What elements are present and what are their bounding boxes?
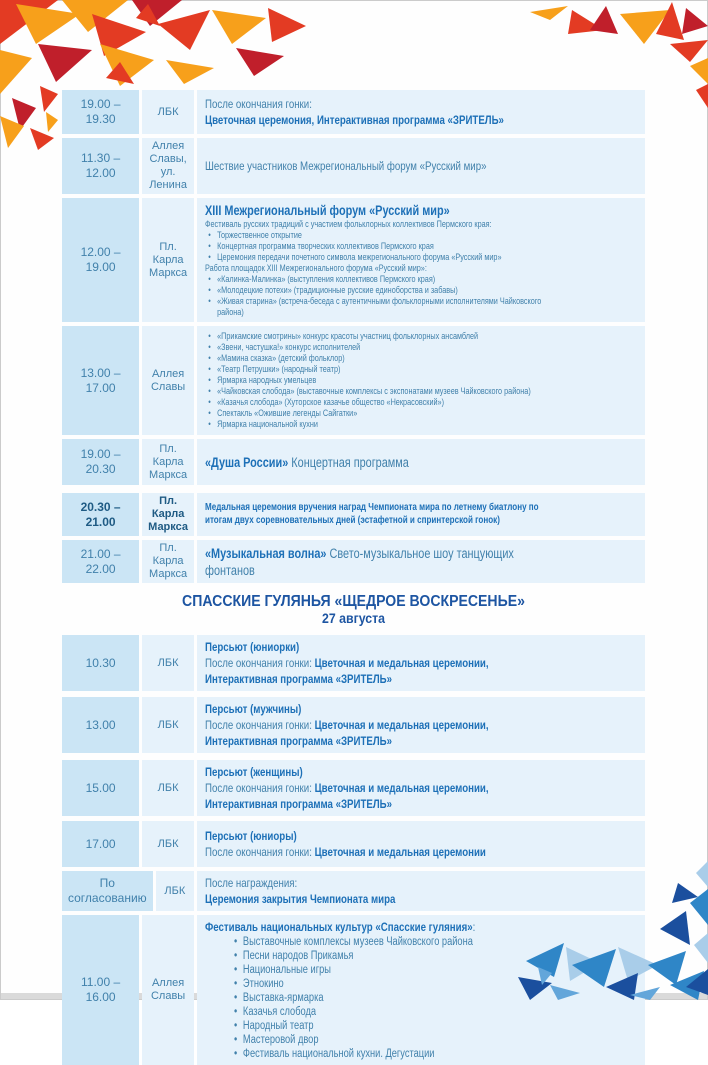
text-line — [205, 639, 560, 655]
description-content — [205, 502, 560, 527]
text-segment: Персьют (мужчины) — [205, 702, 302, 716]
bullet-item: • Этнокино — [232, 977, 560, 991]
bullet-item: • «Молодецкие потехи» (традиционные русские единоборства и забавы) — [207, 285, 560, 296]
text-segment: После окончания гонки: — [205, 718, 315, 732]
schedule-row — [62, 760, 645, 816]
text-segment: Персьют (юниорки) — [205, 640, 300, 654]
text-segment: Цветочная и медальная церемонии, Интерактивная программа «ЗРИТЕЛЬ» — [205, 656, 489, 686]
description-content — [205, 639, 560, 687]
time-cell: 19.00 – 19.30 — [62, 90, 139, 134]
time-cell: 11.00 – 16.00 — [62, 915, 139, 1065]
bullet-list — [205, 274, 560, 318]
location-cell: ЛБК — [142, 635, 194, 691]
description-cell — [197, 198, 645, 322]
description-cell — [197, 635, 645, 691]
bullet-item: • Концертная программа творческих коллективов Пермского края — [207, 241, 560, 252]
text-segment: После окончания гонки: — [205, 845, 315, 859]
time-cell: По согласованию — [62, 871, 153, 911]
bullet-item: • «Мамина сказка» (детский фольклор) — [207, 353, 560, 364]
text-segment: : — [472, 920, 476, 934]
bullet-item: • «Звени, частушка!» конкурс исполнителей — [207, 342, 560, 353]
description-cell — [197, 540, 645, 583]
bullet-list — [205, 331, 560, 430]
bullet-item: • «Театр Петрушки» (народный театр) — [207, 364, 560, 375]
bullet-item: • Народный театр — [232, 1019, 560, 1033]
text-segment: Медальная церемония вручения наград Чемпионата мира по летнему биатлону по итогам двух соревновательных дней (эстафетной и спринтерской гонок) — [205, 502, 539, 526]
bullet-item: • Фестиваль национальной кухни. Дегустации — [232, 1047, 560, 1061]
location-cell: Пл. Карла Маркса — [142, 540, 194, 583]
description-cell — [197, 697, 645, 753]
time-cell: 12.00 – 19.00 — [62, 198, 139, 322]
description-content — [205, 764, 560, 812]
bullet-item: • Спектакль «Ожившие легенды Сайгатки» — [207, 408, 560, 419]
text-segment: «Душа России» — [205, 454, 292, 470]
triangle-decoration-top-right — [518, 0, 708, 150]
time-cell: 20.30 – 21.00 — [62, 493, 139, 536]
location-cell: ЛБК — [156, 871, 194, 911]
schedule-row — [62, 439, 645, 485]
location-cell: ЛБК — [142, 760, 194, 816]
location-cell: ЛБК — [142, 90, 194, 134]
bullet-item: • Ярмарка народных умельцев — [207, 375, 560, 386]
text-line — [205, 655, 560, 687]
bullet-item: • «Прикамские смотрины» конкурс красоты участниц фольклорных ансамблей — [207, 331, 560, 342]
text-line — [205, 158, 560, 174]
location-cell: Аллея Славы — [142, 915, 194, 1065]
text-segment: «Музыкальная волна» — [205, 545, 330, 561]
location-cell: Пл. Карла Маркса — [142, 493, 194, 536]
section-header — [62, 593, 645, 626]
text-line — [205, 454, 560, 471]
schedule-row — [62, 540, 645, 583]
text-line — [205, 764, 560, 780]
text-line — [205, 891, 560, 907]
bullet-item: • Выставка-ярмарка — [232, 991, 560, 1005]
description-content — [205, 331, 560, 430]
text-line — [205, 780, 560, 812]
bullet-list — [205, 230, 560, 263]
text-line — [205, 844, 560, 860]
location-cell: Аллея Славы, ул. Ленина — [142, 138, 194, 194]
time-cell: 11.30 – 12.00 — [62, 138, 139, 194]
bullet-item: • Мастеровой двор — [232, 1033, 560, 1047]
text-segment: После окончания гонки: — [205, 781, 315, 795]
text-segment: Персьют (женщины) — [205, 765, 303, 779]
description-content — [205, 158, 560, 174]
bullet-item: • Национальные игры — [232, 963, 560, 977]
bullet-item: • «Казачья слобода» (Хуторское казачье общество «Некрасовский») — [207, 397, 560, 408]
description-cell — [197, 493, 645, 536]
text-segment: Цветочная и медальная церемонии, Интерактивная программа «ЗРИТЕЛЬ» — [205, 781, 489, 811]
text-line — [205, 502, 560, 527]
description-content — [205, 202, 560, 318]
bullet-item: • «Калинка-Малинка» (выступления коллективов Пермского края) — [207, 274, 560, 285]
time-cell: 13.00 — [62, 697, 139, 753]
text-line — [205, 828, 560, 844]
text-segment: Цветочная и медальная церемонии — [314, 845, 486, 859]
text-segment: Шествие участников Межрегиональный форум «Русский мир» — [205, 159, 487, 173]
description-content — [205, 828, 560, 860]
text-segment: После награждения: — [205, 876, 298, 890]
text-segment: Цветочная и медальная церемонии, Интерактивная программа «ЗРИТЕЛЬ» — [205, 718, 489, 748]
text-segment: После окончания гонки: — [205, 97, 312, 111]
schedule-day1 — [62, 90, 645, 583]
text-line — [205, 219, 560, 230]
bullet-item: • Казачья слобода — [232, 1005, 560, 1019]
triangle-decoration-bottom-right — [508, 845, 708, 1000]
section-title: СПАССКИЕ ГУЛЯНЬЯ «ЩЕДРОЕ ВОСКРЕСЕНЬЕ» — [182, 593, 525, 610]
section-date: 27 августа — [322, 610, 385, 626]
schedule-row — [62, 198, 645, 322]
bullet-item: • Песни народов Прикамья — [232, 949, 560, 963]
location-cell: Пл. Карла Маркса — [142, 439, 194, 485]
bullet-item: • Церемония передачи почетного символа межрегионального форума «Русский мир» — [207, 252, 560, 263]
text-segment: Свето-музыкальное шоу танцующих фонтанов — [205, 545, 514, 578]
text-segment: XIII Межрегиональный форум «Русский мир» — [205, 203, 450, 218]
time-cell: 21.00 – 22.00 — [62, 540, 139, 583]
description-cell — [197, 326, 645, 435]
time-cell: 17.00 — [62, 821, 139, 867]
description-content — [205, 545, 560, 579]
bullet-item: • Выставочные комплексы музеев Чайковского района — [232, 935, 560, 949]
text-line — [205, 701, 560, 717]
bullet-item: • Торжественное открытие — [207, 230, 560, 241]
description-cell — [197, 439, 645, 485]
time-cell: 13.00 – 17.00 — [62, 326, 139, 435]
text-segment: Работа площадок XIII Межрегионального форума «Русский мир»: — [205, 263, 427, 273]
text-segment: Цветочная церемония, Интерактивная программа «ЗРИТЕЛЬ» — [205, 113, 504, 127]
text-line — [205, 919, 560, 935]
bullet-item: • «Живая старина» (встреча-беседа с аутентичными фольклорными исполнителями Чайковского района) — [207, 296, 560, 318]
bullet-item: • «Чайковская слобода» (выставочные комплексы с экспонатами музеев Чайковского района) — [207, 386, 560, 397]
location-cell: ЛБК — [142, 821, 194, 867]
text-line — [205, 202, 560, 219]
text-line — [205, 717, 560, 749]
text-segment: Персьют (юниоры) — [205, 829, 297, 843]
text-line — [205, 545, 560, 579]
bullet-list — [205, 935, 560, 1061]
triangle-decoration-top-left — [0, 0, 310, 150]
text-segment: После окончания гонки: — [205, 656, 315, 670]
schedule-row — [62, 697, 645, 753]
description-cell — [197, 760, 645, 816]
text-segment: Церемония закрытия Чемпионата мира — [205, 892, 396, 906]
location-cell: ЛБК — [142, 697, 194, 753]
description-content — [205, 875, 560, 907]
location-cell: Аллея Славы — [142, 326, 194, 435]
schedule-row — [62, 493, 645, 536]
time-cell: 19.00 – 20.30 — [62, 439, 139, 485]
time-cell: 10.30 — [62, 635, 139, 691]
schedule-row — [62, 635, 645, 691]
description-content — [205, 454, 560, 471]
location-cell: Пл. Карла Маркса — [142, 198, 194, 322]
text-segment: Фестиваль национальных культур «Спасские гуляния» — [205, 920, 473, 934]
time-cell: 15.00 — [62, 760, 139, 816]
bullet-item: • Ярмарка национальной кухни — [207, 419, 560, 430]
description-content — [205, 919, 560, 1061]
text-line — [205, 263, 560, 274]
schedule-row — [62, 326, 645, 435]
text-segment: Фестиваль русских традиций с участием фольклорных коллективов Пермского края: — [205, 219, 492, 229]
text-segment: Концертная программа — [291, 454, 409, 470]
description-content — [205, 701, 560, 749]
text-line — [205, 875, 560, 891]
